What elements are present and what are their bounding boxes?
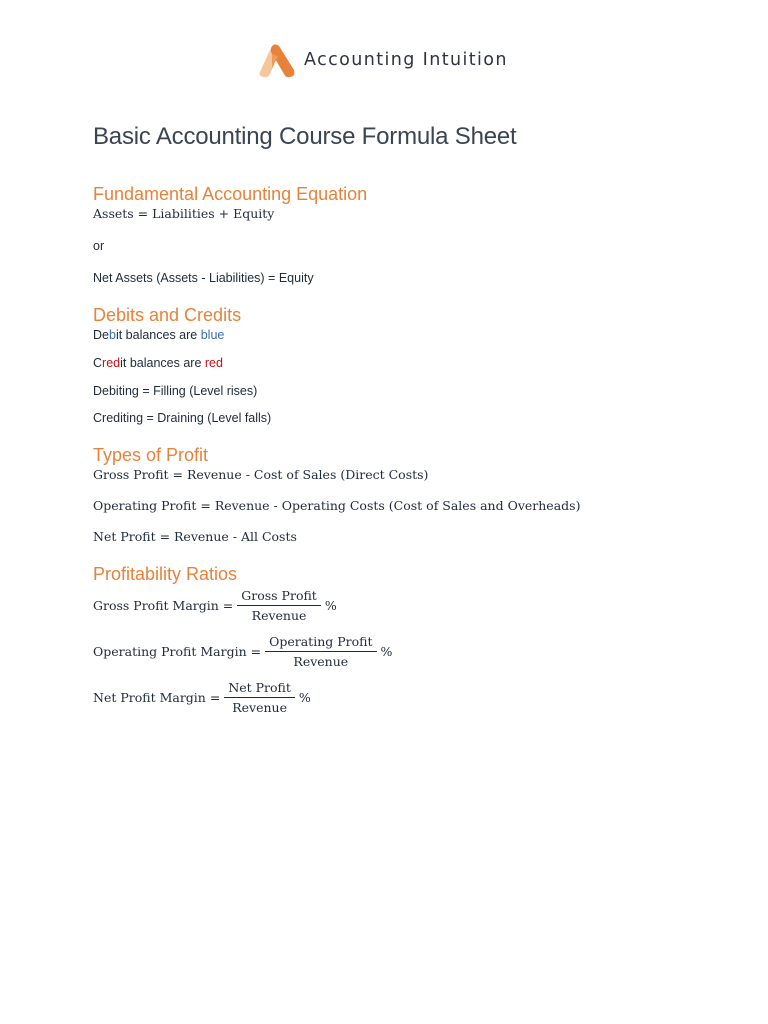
debit-mid: it balances are bbox=[115, 328, 201, 342]
operating-profit-margin-formula bbox=[93, 631, 733, 671]
ratio-fraction bbox=[265, 633, 376, 670]
credit-highlight: red bbox=[102, 356, 121, 370]
operating-profit-formula: Operating Profit = Revenue - Operating Costs (Cost of Sales and Overheads) bbox=[93, 498, 581, 513]
accounting-equation: Assets = Liabilities + Equity bbox=[93, 206, 275, 221]
debit-color-word: blue bbox=[200, 328, 225, 342]
ratio-denominator: Revenue bbox=[232, 699, 287, 715]
ratio-label: Operating Profit Margin = bbox=[93, 643, 262, 659]
credit-mid: it balances are bbox=[120, 356, 205, 370]
debiting-rule: Debiting = Filling (Level rises) bbox=[93, 384, 258, 398]
gross-profit-formula: Gross Profit = Revenue - Cost of Sales (Direct Costs) bbox=[93, 467, 429, 482]
credit-rule bbox=[93, 354, 733, 372]
ratio-numerator: Operating Profit bbox=[265, 633, 376, 652]
section-title-ratios: Profitability Ratios bbox=[93, 564, 238, 584]
crediting-rule: Crediting = Draining (Level falls) bbox=[93, 411, 272, 425]
ratio-label: Net Profit Margin = bbox=[93, 689, 221, 705]
credit-color-word: red bbox=[204, 356, 223, 370]
ratio-fraction bbox=[224, 679, 295, 716]
formula-sheet bbox=[93, 120, 733, 717]
gross-profit-margin-formula bbox=[93, 585, 733, 625]
net-assets-equation: Net Assets (Assets - Liabilities) = Equity bbox=[93, 271, 314, 285]
net-profit-formula: Net Profit = Revenue - All Costs bbox=[93, 529, 297, 544]
ratio-fraction bbox=[237, 587, 321, 624]
page-title: Basic Accounting Course Formula Sheet bbox=[93, 123, 517, 150]
section-title-profit-types: Types of Profit bbox=[93, 445, 209, 465]
ratio-denominator: Revenue bbox=[293, 653, 349, 669]
debit-prefix: De bbox=[93, 328, 109, 342]
net-profit-margin-formula bbox=[93, 677, 733, 717]
or-text: or bbox=[93, 239, 105, 253]
ratio-percent: % bbox=[380, 643, 393, 659]
ratio-percent: % bbox=[298, 689, 311, 705]
ratio-numerator: Gross Profit bbox=[237, 587, 321, 606]
section-title-fundamental: Fundamental Accounting Equation bbox=[93, 184, 368, 204]
ratio-percent: % bbox=[324, 597, 337, 613]
ratio-denominator: Revenue bbox=[251, 607, 307, 623]
ratio-label: Gross Profit Margin = bbox=[93, 597, 234, 613]
brand-name: Accounting Intuition bbox=[304, 50, 508, 70]
debit-rule bbox=[93, 326, 733, 344]
debit-highlight: b bbox=[108, 328, 116, 342]
ratio-numerator: Net Profit bbox=[224, 679, 295, 698]
credit-prefix: C bbox=[93, 356, 103, 370]
brand-logo bbox=[258, 42, 508, 78]
section-title-debits-credits: Debits and Credits bbox=[93, 305, 242, 325]
accounting-intuition-logo-icon bbox=[258, 42, 296, 78]
